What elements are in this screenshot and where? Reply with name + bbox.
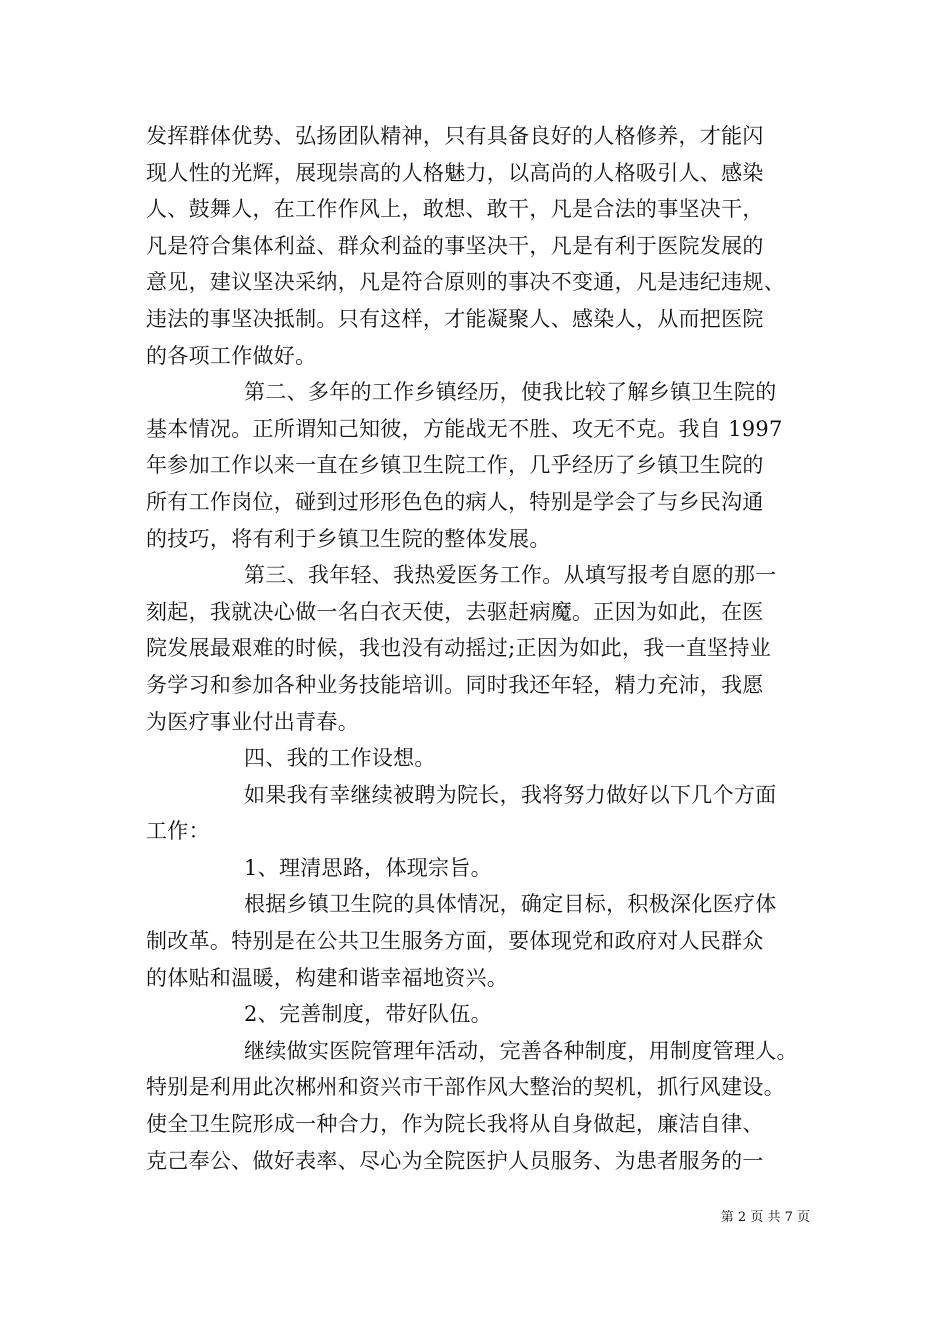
text-line: 工作： xyxy=(146,819,210,844)
body-text xyxy=(146,118,826,1179)
text-line: 年参加工作以来一直在乡镇卫生院工作，几乎经历了乡镇卫生院的 xyxy=(146,453,764,478)
text-line: 制改革。特别是在公共卫生服务方面，要体现党和政府对人民群众 xyxy=(146,929,764,954)
text-line: 根据乡镇卫生院的具体情况，确定目标，积极深化医疗体 xyxy=(244,892,777,917)
text-line: 发挥群体优势、弘扬团队精神，只有具备良好的人格修养，才能闪 xyxy=(146,124,764,148)
text-line: 务学习和参加各种业务技能培训。同时我还年轻，精力充沛，我愿 xyxy=(146,672,764,697)
text-line: 2、完善制度，带好队伍。 xyxy=(244,1002,492,1027)
page-number-footer: 第 2 页 共 7 页 xyxy=(720,1210,810,1225)
text-line: 刻起，我就决心做一名白衣天使，去驱赶病魔。正因为如此，在医 xyxy=(146,599,764,624)
text-line: 院发展最艰难的时候，我也没有动摇过;正因为如此，我一直坚持业 xyxy=(146,636,772,661)
text-line: 基本情况。正所谓知己知彼，方能战无不胜、攻无不克。我自 1997 xyxy=(146,416,783,441)
text-line: 继续做实医院管理年活动，完善各种制度，用制度管理人。 xyxy=(244,1038,798,1063)
text-line: 的技巧，将有利于乡镇卫生院的整体发展。 xyxy=(146,526,551,551)
text-line: 1、理清思路，体现宗旨。 xyxy=(244,855,492,880)
text-line: 特别是利用此次郴州和资兴市干部作风大整治的契机，抓行风建设。 xyxy=(146,1075,785,1100)
text-line: 如果我有幸继续被聘为院长，我将努力做好以下几个方面 xyxy=(244,782,777,807)
text-line: 的各项工作做好。 xyxy=(146,343,317,368)
text-line: 四、我的工作设想。 xyxy=(244,746,436,771)
text-line: 所有工作岗位，碰到过形形色色的病人，特别是学会了与乡民沟通 xyxy=(146,489,764,514)
text-line: 人、鼓舞人，在工作作风上，敢想、敢干，凡是合法的事坚决干， xyxy=(146,197,764,222)
text-line: 意见，建议坚决采纳，凡是符合原则的事决不变通，凡是违纪违规、 xyxy=(146,270,785,295)
text-line: 现人性的光辉，展现崇高的人格魅力，以高尚的人格吸引人、感染 xyxy=(146,160,764,185)
text-line: 凡是符合集体利益、群众利益的事坚决干，凡是有利于医院发展的 xyxy=(146,233,764,258)
text-line: 第二、多年的工作乡镇经历，使我比较了解乡镇卫生院的 xyxy=(244,380,777,405)
text-line: 使全卫生院形成一种合力，作为院长我将从自身做起，廉洁自律、 xyxy=(146,1112,764,1137)
text-line: 第三、我年轻、我热爱医务工作。从填写报考自愿的那一 xyxy=(244,563,777,588)
text-line: 的体贴和温暖，构建和谐幸福地资兴。 xyxy=(146,965,509,990)
text-line: 克己奉公、做好表率、尽心为全院医护人员服务、为患者服务的一 xyxy=(146,1148,764,1173)
text-line: 为医疗事业付出青春。 xyxy=(146,709,359,734)
text-line: 违法的事坚决抵制。只有这样，才能凝聚人、感染人，从而把医院 xyxy=(146,306,764,331)
